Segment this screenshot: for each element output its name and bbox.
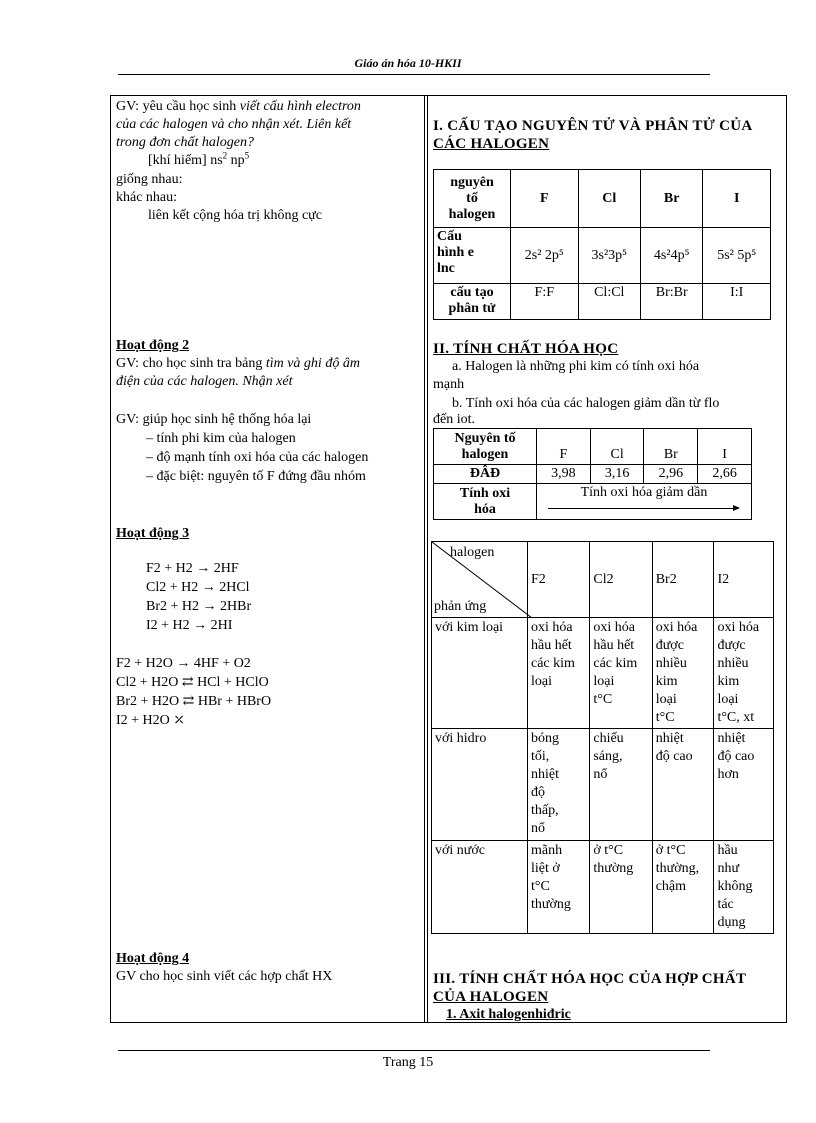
table-row	[432, 618, 774, 729]
footer-rule	[118, 1050, 710, 1051]
cell-line: loại	[593, 674, 615, 689]
table-row-label: ĐÂĐ	[434, 465, 537, 484]
table-cell: 4s²4p⁵	[640, 228, 702, 284]
diff-label: khác nhau:	[116, 190, 178, 205]
equation-h2: F2 + H2 → 2HF	[146, 561, 239, 576]
cell-line: thường,	[655, 861, 700, 876]
table-row	[432, 542, 774, 618]
cell-line: cấu tạo	[450, 285, 494, 300]
table-row	[434, 484, 752, 520]
table-cell: 5s² 5p⁵	[703, 228, 771, 284]
table-row-label	[434, 228, 511, 284]
cell-line: t°C	[655, 710, 675, 725]
section-2-title	[433, 340, 618, 358]
gv1-line3: trong đơn chất halogen?	[116, 135, 254, 150]
cell-line: t°C, xt	[717, 710, 755, 725]
cell-line: oxi hóa	[593, 620, 635, 635]
table-cell	[652, 729, 714, 841]
cell-line: ở t°C	[655, 843, 686, 858]
cell-line: hầu hết	[593, 638, 635, 653]
table-row	[434, 429, 752, 465]
reactions-table	[431, 541, 774, 934]
section-1-title-b: CÁC HALOGEN	[433, 136, 550, 152]
corner-top-label: halogen	[450, 545, 495, 560]
page-number: Trang 15	[382, 1055, 434, 1070]
cell-line: kim	[717, 674, 740, 689]
table-row	[432, 729, 774, 841]
gv3-line: GV: giúp học sinh hệ thống hóa lại	[116, 412, 312, 427]
structure-table	[433, 169, 771, 320]
table-cell	[528, 729, 590, 841]
trend-arrow-icon	[548, 505, 740, 513]
gv1-line2: của các halogen và cho nhận xét. Liên kết	[116, 117, 352, 132]
cell-line: lnc	[437, 261, 455, 276]
cell-line: chậm	[655, 879, 687, 894]
page-header-title: Giáo án hóa 10-HKII	[354, 56, 462, 70]
gv2-line1	[116, 355, 360, 373]
cell-line: hầu hết	[531, 638, 572, 653]
table-header-cell: I	[703, 170, 771, 228]
same-label: giống nhau:	[116, 172, 183, 187]
section-3-title-line2	[433, 988, 548, 1006]
table-cell	[652, 841, 714, 934]
cell-line: chiếu	[593, 731, 624, 746]
table-cell: F:F	[511, 284, 579, 320]
table-header-cell: I2	[714, 542, 774, 618]
cell-line: dụng	[717, 915, 746, 930]
table-header-cell: Br	[640, 170, 702, 228]
trend-text: Tính oxi hóa giảm dần	[580, 485, 708, 500]
cell-line: oxi hóa	[655, 620, 698, 635]
cell-line: phân tử	[448, 301, 496, 316]
cell-line: nhiệt	[655, 731, 684, 746]
noble-exp2: 5	[244, 150, 250, 161]
cell-line: loại	[717, 692, 739, 707]
paragraph-b: b. Tính oxi hóa của các halogen giảm dần từ flo	[452, 396, 720, 411]
table-row	[434, 170, 771, 228]
table-row-label: với hidro	[432, 729, 528, 841]
section-3-title	[433, 970, 746, 988]
cell-line: bóng	[531, 731, 559, 746]
table-header-cell: F	[511, 170, 579, 228]
table-cell: 2,66	[698, 465, 752, 484]
cell-line: độ cao	[717, 749, 755, 764]
section-3-title-b: CỦA HALOGEN	[433, 989, 549, 1005]
cell-line: tố	[466, 190, 478, 206]
gv3-item: – đặc biệt: nguyên tố F đứng đầu nhóm	[146, 469, 366, 484]
table-row-label: với kim loại	[432, 618, 528, 729]
cell-line: mãnh	[531, 843, 563, 858]
table-cell	[714, 841, 774, 934]
cell-line: hình e	[437, 245, 474, 260]
table-cell: Br:Br	[640, 284, 702, 320]
cell-line: tối,	[531, 749, 550, 764]
gv1-italic-a: viết cấu hình electron	[239, 99, 361, 114]
table-cell	[528, 618, 590, 729]
table-cell	[714, 729, 774, 841]
equation-h2o: I2 + H2O ⤫	[116, 713, 186, 728]
cell-line: thường	[531, 897, 571, 912]
table-cell: 2s² 2p⁵	[511, 228, 579, 284]
cell-line: nổ	[531, 821, 545, 836]
cell-line: t°C	[531, 879, 550, 894]
gv2-line2: điện của các halogen. Nhận xét	[116, 374, 293, 389]
table-cell-trend	[537, 484, 752, 520]
table-row	[432, 841, 774, 934]
cell-line: các kim	[593, 656, 638, 671]
table-row	[434, 228, 771, 284]
equation-h2o: F2 + H2O → 4HF + O2	[116, 656, 251, 671]
cell-line: t°C	[593, 692, 613, 707]
table-cell	[590, 618, 652, 729]
table-row-label	[434, 484, 537, 520]
activity-2-title: Hoạt động 2	[116, 338, 190, 353]
section-1-title-line2	[433, 135, 549, 153]
cell-line: được	[655, 638, 684, 653]
table-cell: 2,96	[644, 465, 698, 484]
subsection-1-title: 1. Axit halogenhiđric	[446, 1007, 571, 1022]
section-2-title-text: II. TÍNH CHẤT HÓA HỌC	[433, 341, 619, 357]
gv1-line1	[116, 98, 361, 116]
cell-line: hóa	[474, 501, 496, 517]
electronegativity-table	[433, 428, 752, 520]
noble-np: np	[227, 153, 245, 168]
table-cell	[590, 729, 652, 841]
cell-line: không	[717, 879, 753, 894]
gv1-prefix: GV: yêu cầu học sinh	[116, 99, 240, 114]
cell-line: sáng,	[593, 749, 623, 764]
cell-line: ở t°C	[593, 843, 624, 858]
equation-h2o: Cl2 + H2O ⇄ HCl + HClO	[116, 675, 269, 690]
cell-line: tác	[717, 897, 734, 912]
section-1-title-a: I. CẤU TẠO NGUYÊN TỬ VÀ PHÂN TỬ CỦA	[433, 118, 753, 134]
cell-line: nhiệt	[717, 731, 746, 746]
gv2-italic-a: tìm và ghi độ âm	[265, 356, 360, 371]
table-cell	[652, 618, 714, 729]
cell-line: loại	[531, 674, 552, 689]
bond-text: liên kết cộng hóa trị không cực	[148, 208, 322, 223]
paragraph-a: a. Halogen là những phi kim có tính oxi hóa	[452, 359, 700, 374]
cell-line: thấp,	[531, 803, 559, 818]
cell-line: Tính oxi	[459, 485, 511, 501]
table-row-label: với nước	[432, 841, 528, 934]
table-header-cell: Br	[644, 429, 698, 465]
table-row-label	[434, 284, 511, 320]
table-cell: Cl:Cl	[578, 284, 640, 320]
cell-line: nhiều	[655, 656, 687, 671]
cell-line: thường	[593, 861, 634, 876]
paragraph-a-cont: mạnh	[433, 377, 465, 392]
cell-line: được	[717, 638, 746, 653]
cell-line: độ cao	[655, 749, 693, 764]
table-cell	[528, 841, 590, 934]
noble-gas-config	[148, 152, 249, 170]
cell-line: nguyên	[450, 174, 494, 190]
table-cell	[714, 618, 774, 729]
cell-line: hầu	[717, 843, 738, 858]
header-rule	[118, 74, 710, 75]
cell-line: Nguyên tố	[454, 430, 516, 446]
table-header-cell	[434, 170, 511, 228]
equation-h2: Cl2 + H2 → 2HCl	[146, 580, 250, 595]
table-header-cell	[434, 429, 537, 465]
equation-h2: I2 + H2 → 2HI	[146, 618, 233, 633]
section-3-title-a: III. TÍNH CHẤT HÓA HỌC CỦA HỢP CHẤT	[433, 971, 747, 987]
corner-bottom-label: phản ứng	[434, 599, 487, 614]
activity-4-title: Hoạt động 4	[116, 951, 190, 966]
diagonal-header-cell	[432, 542, 528, 618]
table-row	[434, 284, 771, 320]
noble-text: [khí hiếm] ns	[148, 153, 223, 168]
table-header-cell: Cl	[578, 170, 640, 228]
table-header-cell: Cl	[590, 429, 644, 465]
cell-line: liệt ở	[531, 861, 560, 876]
cell-line: loại	[655, 692, 677, 707]
equation-h2o: Br2 + H2O ⇄ HBr + HBrO	[116, 694, 272, 709]
table-cell: 3,16	[590, 465, 644, 484]
table-header-cell: Cl2	[590, 542, 652, 618]
cell-line: nhiều	[717, 656, 749, 671]
cell-line: oxi hóa	[717, 620, 760, 635]
section-1-title	[433, 117, 753, 135]
cell-line: hơn	[717, 767, 739, 782]
table-header-cell: Br2	[652, 542, 714, 618]
cell-line: nhiệt	[531, 767, 559, 782]
table-header-cell: I	[698, 429, 752, 465]
gv3-item: – độ mạnh tính oxi hóa của các halogen	[146, 450, 369, 465]
column-divider	[424, 95, 428, 1023]
table-header-cell: F	[537, 429, 591, 465]
activity-3-title: Hoạt động 3	[116, 526, 190, 541]
table-cell: I:I	[703, 284, 771, 320]
cell-line: kim	[655, 674, 678, 689]
cell-line: nổ	[593, 767, 608, 782]
table-cell: 3s²3p⁵	[578, 228, 640, 284]
table-cell	[590, 841, 652, 934]
gv3-item: – tính phi kim của halogen	[146, 431, 296, 446]
cell-line: như	[717, 861, 740, 876]
paragraph-b-cont: đến iot.	[433, 412, 475, 427]
equation-h2: Br2 + H2 → 2HBr	[146, 599, 252, 614]
cell-line: halogen	[461, 446, 509, 462]
gv4-line: GV cho học sinh viết các hợp chất HX	[116, 969, 333, 984]
cell-line: độ	[531, 785, 545, 800]
table-row	[434, 465, 752, 484]
cell-line: các kim	[531, 656, 575, 671]
table-header-cell: F2	[528, 542, 590, 618]
noble-exp1: 2	[222, 150, 228, 161]
gv2-prefix: GV: cho học sinh tra bảng	[116, 356, 266, 371]
cell-line: oxi hóa	[531, 620, 573, 635]
cell-line: Cấu	[437, 229, 462, 244]
table-cell: 3,98	[537, 465, 591, 484]
cell-line: halogen	[448, 206, 496, 222]
